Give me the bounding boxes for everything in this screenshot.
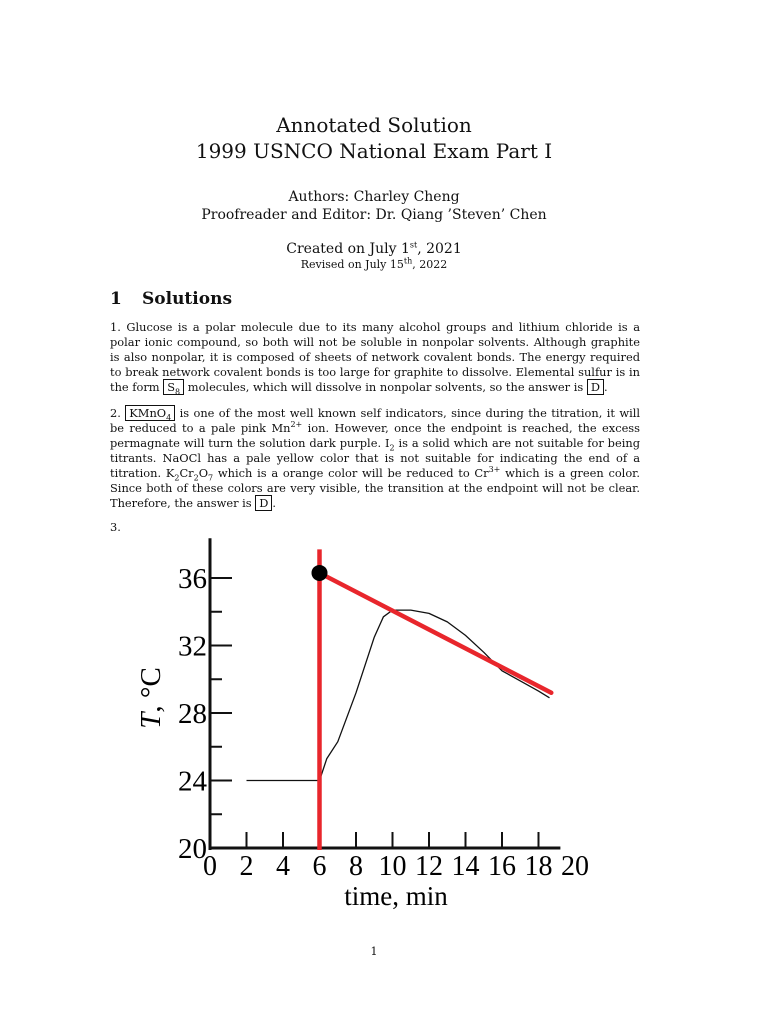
boxed-formula: KMnO$_4$ bbox=[125, 405, 175, 421]
created-date: Created on July 1st, 2021 bbox=[286, 240, 462, 257]
authors-line: Authors: Charley Cheng bbox=[288, 189, 460, 205]
page-number: 1 bbox=[370, 945, 378, 958]
x-tick-label-8: 8 bbox=[349, 851, 363, 882]
x-tick-label-20: 20 bbox=[561, 851, 589, 882]
x-tick-label-4: 4 bbox=[276, 851, 290, 882]
question-1-answer: 1. Glucose is a polar molecule due to its many alcohol groups and lithium chloride is a polar ionic compound, so both will not be soluble in nonpolar solvents. Although graphite is also nonpolar, it is composed of sheets of network covalent bonds. The energy required to break network covalent bonds is too large for graphite to dissolve. Elemental sulfur is in the form $S_8$ molecules, which will dissolve in nonpolar solvents, so the answer is D . bbox=[110, 320, 640, 397]
y-tick-label-20: 20 bbox=[178, 833, 207, 865]
editor-line: Proofreader and Editor: Dr. Qiang ’Steven’ Chen bbox=[201, 207, 547, 223]
chart-annotations bbox=[312, 549, 552, 850]
section-number: 1 bbox=[110, 289, 122, 309]
annotation-extrapolation-line bbox=[320, 573, 552, 693]
boxed-formula: $S_8$ bbox=[163, 379, 184, 395]
x-tick-label-6: 6 bbox=[312, 851, 327, 882]
chart-series bbox=[247, 610, 550, 780]
x-tick-label-10: 10 bbox=[378, 851, 407, 882]
answer-box: D bbox=[255, 495, 272, 511]
annotation-point bbox=[312, 565, 328, 581]
chart-ticks bbox=[178, 563, 589, 882]
question-3-label: 3. bbox=[110, 520, 121, 534]
chart-axes bbox=[209, 538, 560, 850]
x-tick-label-0: 0 bbox=[203, 851, 217, 882]
x-tick-label-12: 12 bbox=[415, 851, 443, 882]
revised-date: Revised on July 15th, 2022 bbox=[300, 256, 448, 271]
document-title: Annotated Solution bbox=[276, 113, 472, 137]
x-tick-label-2: 2 bbox=[239, 851, 254, 882]
y-tick-label-24: 24 bbox=[178, 765, 207, 798]
document-subtitle: 1999 USNCO National Exam Part I bbox=[195, 139, 553, 163]
y-tick-label-28: 28 bbox=[178, 698, 207, 730]
answer-box: D bbox=[587, 379, 604, 395]
series-0-line bbox=[247, 610, 550, 780]
x-tick-label-16: 16 bbox=[488, 851, 516, 882]
y-tick-label-32: 32 bbox=[178, 630, 207, 663]
question-2-answer: 2. KMnO$_4$ is one of the most well known self indicators, since during the titration, it will be reduced to a pale pink $Mn^{2+}$ ion. However, once the endpoint is reached, the excess permagnate will turn the solution dark purple. $I_2$ is a solid which are not suitable for being titrants. NaOCl has a pale yellow color that is not suitable for indicating the end of a titration. $K_2Cr_2O_7$ which is a orange color will be reduced to $Cr^{3+}$ which is a green color. Since both of these colors are very visible, the transition at the endpoint will not be clear. Therefore, the answer is D . bbox=[110, 406, 641, 510]
x-tick-label-14: 14 bbox=[451, 851, 480, 882]
section-title: Solutions bbox=[142, 289, 233, 309]
y-axis-label: T, °C bbox=[135, 667, 167, 729]
x-axis-label: time, min bbox=[344, 881, 448, 911]
y-tick-label-36: 36 bbox=[178, 563, 207, 595]
x-tick-label-18: 18 bbox=[524, 851, 553, 882]
